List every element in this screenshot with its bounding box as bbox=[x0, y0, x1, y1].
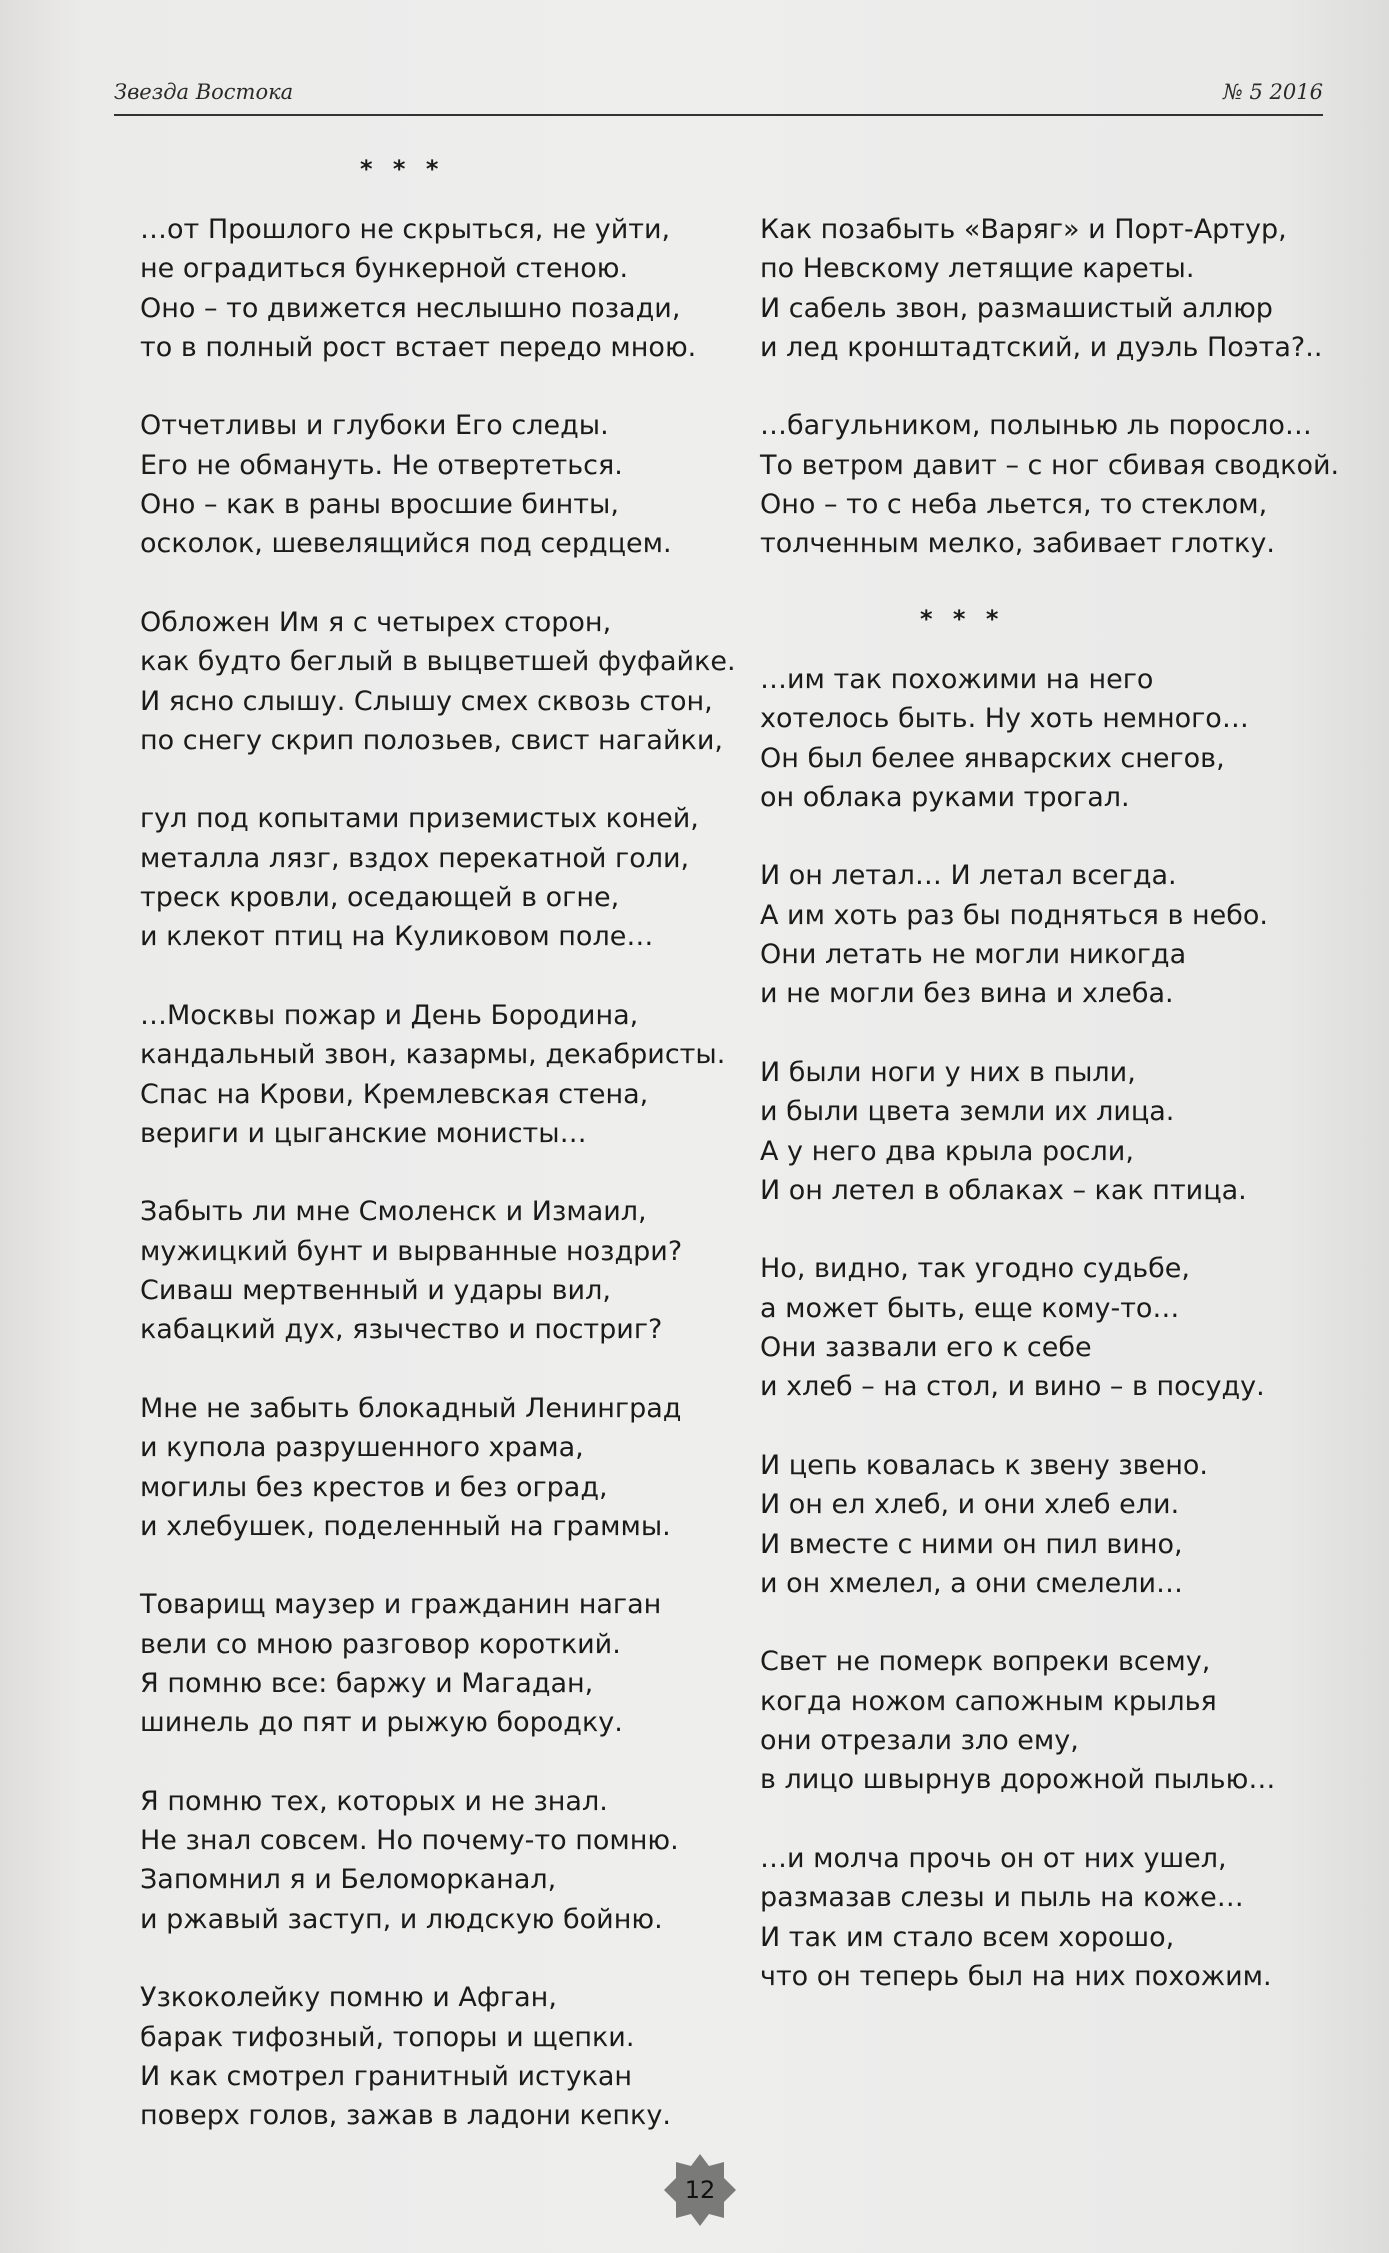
verse-line: И вместе с ними он пил вино, bbox=[760, 1528, 1183, 1560]
stanza bbox=[760, 856, 1350, 1013]
verse-line: по Невскому летящие кареты. bbox=[760, 253, 1195, 285]
verse-line: Свет не померк вопреки всему, bbox=[760, 1646, 1211, 1678]
verse-line: и хлеб – на стол, и вино – в посуду. bbox=[760, 1371, 1265, 1403]
verse-line: не оградиться бункерной стеною. bbox=[140, 253, 629, 285]
verse-line: хотелось быть. Ну хоть немного… bbox=[760, 703, 1249, 735]
verse-line: кандальный звон, казармы, декабристы. bbox=[140, 1039, 726, 1071]
stanza bbox=[140, 799, 700, 956]
verse-line: и он хмелел, а они смелели… bbox=[760, 1567, 1184, 1599]
running-header bbox=[114, 78, 1323, 116]
stanza bbox=[760, 210, 1350, 367]
journal-title: Звезда Востока bbox=[114, 80, 294, 104]
verse-line: могилы без крестов и без оград, bbox=[140, 1471, 608, 1503]
section-separator-left: * * * bbox=[360, 155, 445, 183]
verse-line: Сиваш мертвенный и удары вил, bbox=[140, 1275, 611, 1307]
stanza bbox=[140, 1978, 700, 2135]
verse-line: Оно – то движется неслышно позади, bbox=[140, 292, 681, 324]
verse-line: и были цвета земли их лица. bbox=[760, 1096, 1175, 1128]
verse-line: И цепь ковалась к звену звено. bbox=[760, 1449, 1208, 1481]
page-number-badge bbox=[662, 2152, 738, 2228]
verse-line: и ржавый заступ, и людскую бойню. bbox=[140, 1903, 663, 1935]
verse-line: Запомнил я и Беломорканал, bbox=[140, 1864, 557, 1896]
section-separator-right: * * * bbox=[920, 605, 1005, 633]
poem-left-column bbox=[140, 210, 736, 2136]
verse-line: и хлебушек, поделенный на граммы. bbox=[140, 1510, 671, 1542]
stanza bbox=[760, 1839, 1350, 1996]
stanza bbox=[760, 406, 1350, 563]
verse-line: вели со мною разговор короткий. bbox=[140, 1628, 621, 1660]
verse-line: размазав слезы и пыль на коже… bbox=[760, 1882, 1244, 1914]
verse-line: …от Прошлого не скрыться, не уйти, bbox=[140, 214, 671, 245]
stanza bbox=[140, 406, 700, 563]
stanza bbox=[140, 1192, 700, 1349]
verse-line: Но, видно, так угодно судьбе, bbox=[760, 1253, 1190, 1285]
verse-line: металла лязг, вздох перекатной голи, bbox=[140, 842, 690, 874]
verse-line: поверх голов, зажав в ладони кепку. bbox=[140, 2100, 671, 2132]
verse-line: А им хоть раз бы подняться в небо. bbox=[760, 899, 1269, 931]
verse-line: И он летал… И летал всегда. bbox=[760, 860, 1177, 892]
verse-line: Товарищ маузер и гражданин наган bbox=[140, 1589, 662, 1621]
verse-line: Его не обмануть. Не отвертеться. bbox=[140, 449, 623, 481]
stanza bbox=[760, 1446, 1350, 1603]
verse-line: гул под копытами приземистых коней, bbox=[140, 803, 699, 835]
stanza bbox=[140, 1389, 700, 1546]
verse-line: …и молча прочь он от них ушел, bbox=[760, 1842, 1227, 1874]
verse-line: И он ел хлеб, и они хлеб ели. bbox=[760, 1489, 1180, 1521]
stanza bbox=[760, 1053, 1350, 1210]
verse-line: И сабель звон, размашистый аллюр bbox=[760, 292, 1273, 324]
verse-line: и клекот птиц на Куликовом поле… bbox=[140, 921, 654, 953]
verse-line: и купола разрушенного храма, bbox=[140, 1432, 584, 1464]
verse-line: они отрезали зло ему, bbox=[760, 1725, 1079, 1757]
verse-line: треск кровли, оседающей в огне, bbox=[140, 882, 620, 914]
verse-line: Мне не забыть блокадный Ленинград bbox=[140, 1392, 682, 1424]
verse-line: осколок, шевелящийся под сердцем. bbox=[140, 528, 672, 560]
verse-line: И ясно слышу. Слышу смех сквозь стон, bbox=[140, 685, 713, 717]
verse-line: Оно – то с неба льется, то стеклом, bbox=[760, 489, 1268, 521]
verse-line: Я помню тех, которых и не знал. bbox=[140, 1785, 608, 1817]
verse-line: Узкоколейку помню и Афган, bbox=[140, 1982, 557, 2014]
verse-line: то в полный рост встает передо мною. bbox=[140, 331, 697, 363]
stanza bbox=[140, 603, 736, 760]
verse-line: Обложен Им я с четырех сторон, bbox=[140, 606, 612, 638]
verse-line: по снегу скрип полозьев, свист нагайки, bbox=[140, 724, 723, 756]
stanza bbox=[140, 996, 726, 1153]
verse-line: А у него два крыла росли, bbox=[760, 1135, 1134, 1167]
verse-line: И были ноги у них в пыли, bbox=[760, 1056, 1136, 1088]
verse-line: а может быть, еще кому-то… bbox=[760, 1292, 1180, 1324]
stanza bbox=[760, 660, 1350, 817]
verse-line: и лед кронштадтский, и дуэль Поэта?.. bbox=[760, 331, 1323, 363]
verse-line: барак тифозный, топоры и щепки. bbox=[140, 2021, 635, 2053]
page-number: 12 bbox=[684, 2176, 716, 2204]
verse-line: …багульником, полынью ль поросло… bbox=[760, 410, 1312, 442]
verse-line: он облака руками трогал. bbox=[760, 781, 1130, 813]
verse-line: И так им стало всем хорошо, bbox=[760, 1921, 1175, 1953]
verse-line: мужицкий бунт и вырванные ноздри? bbox=[140, 1235, 683, 1267]
verse-line: Оно – как в раны вросшие бинты, bbox=[140, 489, 619, 521]
verse-line: Они зазвали его к себе bbox=[760, 1332, 1092, 1364]
verse-line: Я помню все: баржу и Магадан, bbox=[140, 1667, 594, 1699]
verse-line: Спас на Крови, Кремлевская стена, bbox=[140, 1078, 649, 1110]
poem-right-column-top bbox=[760, 210, 1350, 564]
verse-line: как будто беглый в выцветшей фуфайке. bbox=[140, 646, 736, 678]
verse-line: в лицо швырнув дорожной пылью… bbox=[760, 1764, 1276, 1796]
verse-line: Они летать не могли никогда bbox=[760, 939, 1187, 971]
verse-line: Как позабыть «Варяг» и Порт-Артур, bbox=[760, 214, 1287, 245]
issue-number: № 5 2016 bbox=[1222, 80, 1323, 104]
verse-line: Он был белее январских снегов, bbox=[760, 742, 1225, 774]
verse-line: Забыть ли мне Смоленск и Измаил, bbox=[140, 1196, 647, 1228]
stanza bbox=[140, 210, 700, 367]
verse-line: Не знал совсем. Но почему-то помню. bbox=[140, 1825, 679, 1857]
stanza bbox=[140, 1585, 700, 1742]
verse-line: и не могли без вина и хлеба. bbox=[760, 978, 1174, 1010]
stanza bbox=[760, 1642, 1350, 1799]
verse-line: когда ножом сапожным крылья bbox=[760, 1685, 1217, 1717]
verse-line: И он летел в облаках – как птица. bbox=[760, 1174, 1247, 1206]
verse-line: толченным мелко, забивает глотку. bbox=[760, 528, 1275, 560]
poem-right-column-bottom bbox=[760, 660, 1350, 1996]
verse-line: …им так похожими на него bbox=[760, 664, 1154, 695]
verse-line: кабацкий дух, язычество и постриг? bbox=[140, 1314, 663, 1346]
verse-line: шинель до пят и рыжую бородку. bbox=[140, 1707, 623, 1739]
verse-line: …Москвы пожар и День Бородина, bbox=[140, 999, 639, 1031]
verse-line: Отчетливы и глубоки Его следы. bbox=[140, 410, 609, 442]
stanza bbox=[760, 1249, 1350, 1406]
stanza bbox=[140, 1782, 700, 1939]
verse-line: вериги и цыганские мониcты… bbox=[140, 1117, 587, 1149]
verse-line: То ветром давит – с ног сбивая сводкой. bbox=[760, 449, 1340, 481]
verse-line: что он теперь был на них похожим. bbox=[760, 1960, 1272, 1992]
verse-line: И как смотрел гранитный истукан bbox=[140, 2060, 633, 2092]
